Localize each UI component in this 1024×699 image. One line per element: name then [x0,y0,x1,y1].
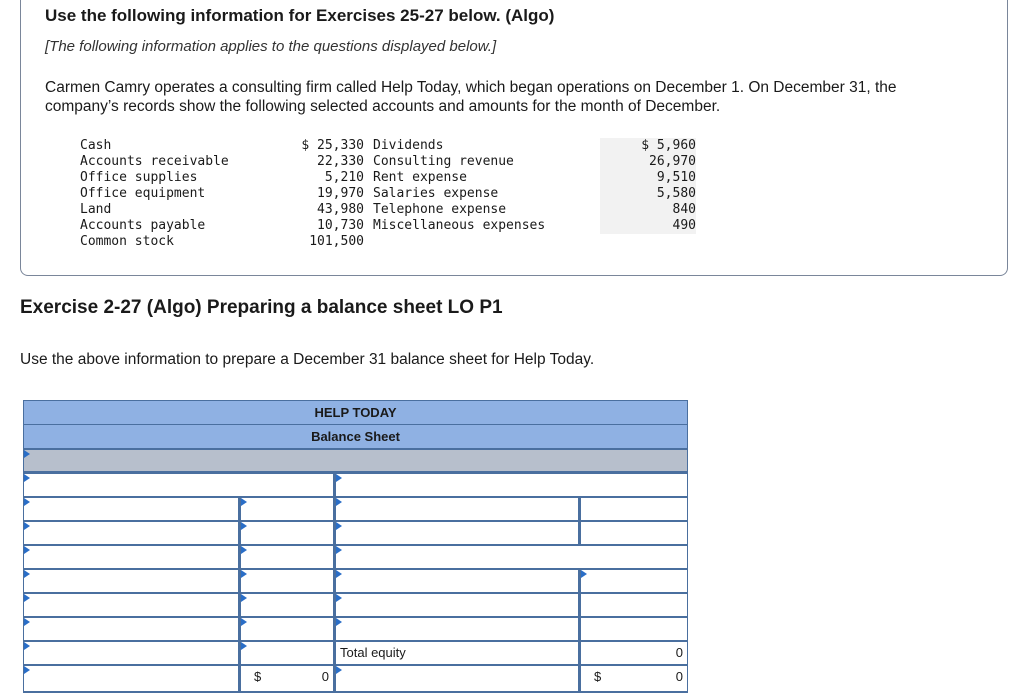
accounts-left-amounts [250,138,364,250]
dropdown-marker-icon [24,570,30,578]
total-liab-equity-value: 0 [675,669,683,684]
account-name: Miscellaneous expenses [373,218,546,233]
total-liab-equity-cell [581,666,687,691]
account-name: Dividends [373,138,444,153]
info-paragraph: Carmen Camry operates a consulting firm called Help Today, which began operations on December 1. On December 31, the company’s records show the following selected accounts and amounts for the month of December. [45,79,897,115]
account-name: Office supplies [80,170,198,185]
dropdown-marker-icon [241,522,247,530]
dropdown-marker-icon [336,498,342,506]
dropdown-marker-icon [336,474,342,482]
asset-label-input[interactable] [24,474,333,496]
dropdown-marker-icon [24,618,30,626]
asset-amount-input[interactable] [241,522,333,544]
liability-label-input[interactable] [336,474,687,496]
account-amount: 19,970 [317,186,364,201]
account-name: Common stock [80,234,174,249]
dropdown-marker-icon [336,618,342,626]
equity-label-input[interactable] [336,546,687,568]
account-name: Cash [80,138,112,153]
total-assets-label-input[interactable] [24,666,238,691]
asset-label-input[interactable] [24,498,238,520]
liability-amount-input[interactable] [581,498,687,520]
exercise-description: Use the above information to prepare a December 31 balance sheet for Help Today. [20,351,595,368]
dropdown-marker-icon [241,642,247,650]
total-equity-label: Total equity [336,642,578,664]
dropdown-marker-icon [24,450,30,458]
total-equity-value: 0 [581,642,687,664]
accounts-left-names [80,138,250,250]
company-name: HELP TODAY [24,401,687,424]
dropdown-marker-icon [24,546,30,554]
account-amount: 9,510 [600,170,696,186]
account-amount: 5,210 [324,170,364,185]
asset-label-input[interactable] [24,570,238,592]
total-assets-cell [241,666,333,691]
dropdown-marker-icon [336,594,342,602]
dropdown-marker-icon [241,546,247,554]
asset-label-input[interactable] [24,594,238,616]
balance-sheet [23,400,688,693]
accounts-right-names [373,138,593,234]
info-subtitle: [The following information applies to the questions displayed below.] [45,38,497,55]
account-amount: 26,970 [600,154,696,170]
dropdown-marker-icon [336,522,342,530]
dropdown-marker-icon [241,594,247,602]
asset-amount-input[interactable] [241,570,333,592]
asset-label-input[interactable] [24,642,238,664]
exercise-title: Exercise 2-27 (Algo) Preparing a balance sheet LO P1 [20,297,503,318]
info-title: Use the following information for Exercises 25-27 below. (Algo) [45,6,555,25]
equity-amount-input[interactable] [581,618,687,640]
equity-amount-input[interactable] [581,594,687,616]
dropdown-marker-icon [336,570,342,578]
total-liab-equity-label-input[interactable] [336,666,578,691]
account-amount: 5,580 [600,186,696,202]
dropdown-marker-icon [241,618,247,626]
account-amount: 840 [600,202,696,218]
dropdown-marker-icon [336,666,342,674]
asset-amount-input[interactable] [241,594,333,616]
total-assets-value: 0 [321,669,329,684]
account-name: Salaries expense [373,186,499,201]
asset-amount-input[interactable] [241,618,333,640]
currency-symbol: $ [254,669,262,684]
account-name: Office equipment [80,186,206,201]
dropdown-marker-icon [24,594,30,602]
account-amount: 10,730 [317,218,364,233]
equity-amount-input[interactable] [581,570,687,592]
account-amount: $ 25,330 [301,138,364,153]
dropdown-marker-icon [24,522,30,530]
accounts-right-amounts [600,138,696,234]
equity-label-input[interactable] [336,570,578,592]
liability-label-input[interactable] [336,522,578,544]
dropdown-marker-icon [241,498,247,506]
dropdown-marker-icon [336,546,342,554]
liability-amount-input[interactable] [581,522,687,544]
currency-symbol: $ [594,669,602,684]
asset-amount-input[interactable] [241,498,333,520]
dropdown-marker-icon [241,570,247,578]
asset-amount-input[interactable] [241,546,333,568]
account-name: Accounts payable [80,218,206,233]
asset-label-input[interactable] [24,522,238,544]
account-name: Accounts receivable [80,154,229,169]
dropdown-marker-icon [24,642,30,650]
account-name: Land [80,202,112,217]
account-amount: $ 5,960 [600,138,696,154]
account-amount: 101,500 [309,234,364,249]
dropdown-marker-icon [24,498,30,506]
account-name: Rent expense [373,170,467,185]
asset-amount-input[interactable] [241,642,333,664]
equity-label-input[interactable] [336,618,578,640]
asset-label-input[interactable] [24,618,238,640]
account-amount: 43,980 [317,202,364,217]
dropdown-marker-icon [24,474,30,482]
statement-title: Balance Sheet [24,425,687,448]
account-name: Telephone expense [373,202,507,217]
dropdown-marker-icon [24,666,30,674]
asset-label-input[interactable] [24,546,238,568]
date-line-input[interactable] [24,450,687,471]
liability-label-input[interactable] [336,498,578,520]
account-amount: 490 [600,218,696,234]
dropdown-marker-icon [581,570,587,578]
equity-label-input[interactable] [336,594,578,616]
account-amount: 22,330 [317,154,364,169]
account-name: Consulting revenue [373,154,514,169]
